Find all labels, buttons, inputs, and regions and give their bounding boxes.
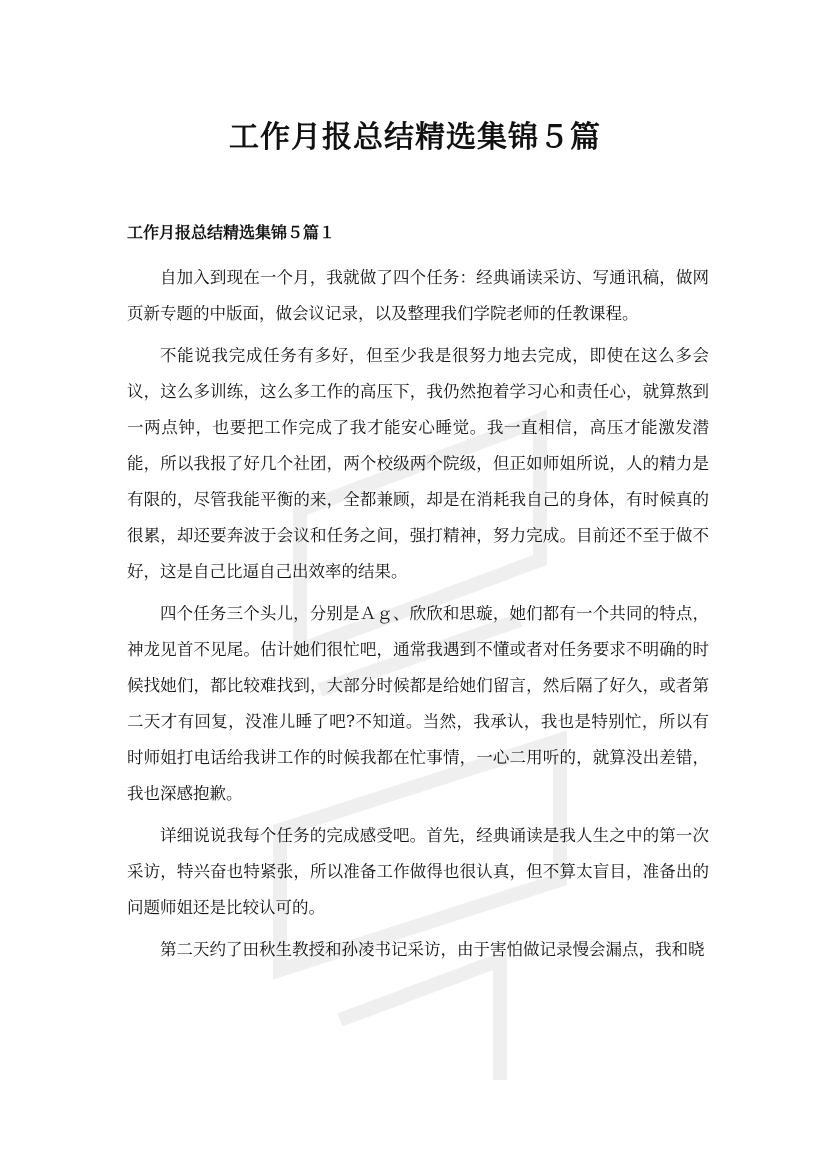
paragraph: 自加入到现在一个月，我就做了四个任务：经典诵读采访、写通讯稿，做网页新专题的中版面，做会议记录，以及整理我们学院老师的任教课程。 — [127, 268, 709, 323]
paragraph: 第二天约了田秋生教授和孙凌书记采访，由于害怕做记录慢会漏点，我和晓 — [160, 940, 705, 959]
document-body — [127, 260, 709, 974]
section-title: 工作月报总结精选集锦５篇１ — [127, 223, 336, 242]
document-title: 工作月报总结精选集锦５篇 — [229, 120, 601, 155]
paragraph: 四个任务三个头儿，分别是Ａｇ、欣欣和思璇，她们都有一个共同的特点，神龙见首不见尾。估计她们很忙吧，通常我遇到不懂或者对任务要求不明确的时候找她们，都比较难找到，大部分时候都是给她们留言，然后隔了好久，或者第二天才有回复，没准儿睡了吧?不知道。当然，我承认，我也是特别忙，所以有时师姐打电话给我讲工作的时候我都在忙事情，一心二用听的，就算没出差错，我也深感抱歉。 — [127, 604, 709, 803]
paragraph: 不能说我完成任务有多好，但至少我是很努力地去完成，即使在这么多会议，这么多训练，这么多工作的高压下，我仍然抱着学习心和责任心，就算熬到一两点钟，也要把工作完成了我才能安心睡觉。我一直相信，高压才能激发潜能，所以我报了好几个社团，两个校级两个院级，但正如师姐所说，人的精力是有限的，尽管我能平衡的来，全都兼顾，却是在消耗我自己的身体，有时候真的很累，却还要奔波于会议和任务之间，强打精神，努力完成。目前还不至于做不好，这是自己比逼自己出效率的结果。 — [127, 346, 709, 581]
paragraph: 详细说说我每个任务的完成感受吧。首先，经典诵读是我人生之中的第一次采访，特兴奋也特紧张，所以准备工作做得也很认真，但不算太盲目，准备出的问题师姐还是比较认可的。 — [127, 826, 709, 917]
